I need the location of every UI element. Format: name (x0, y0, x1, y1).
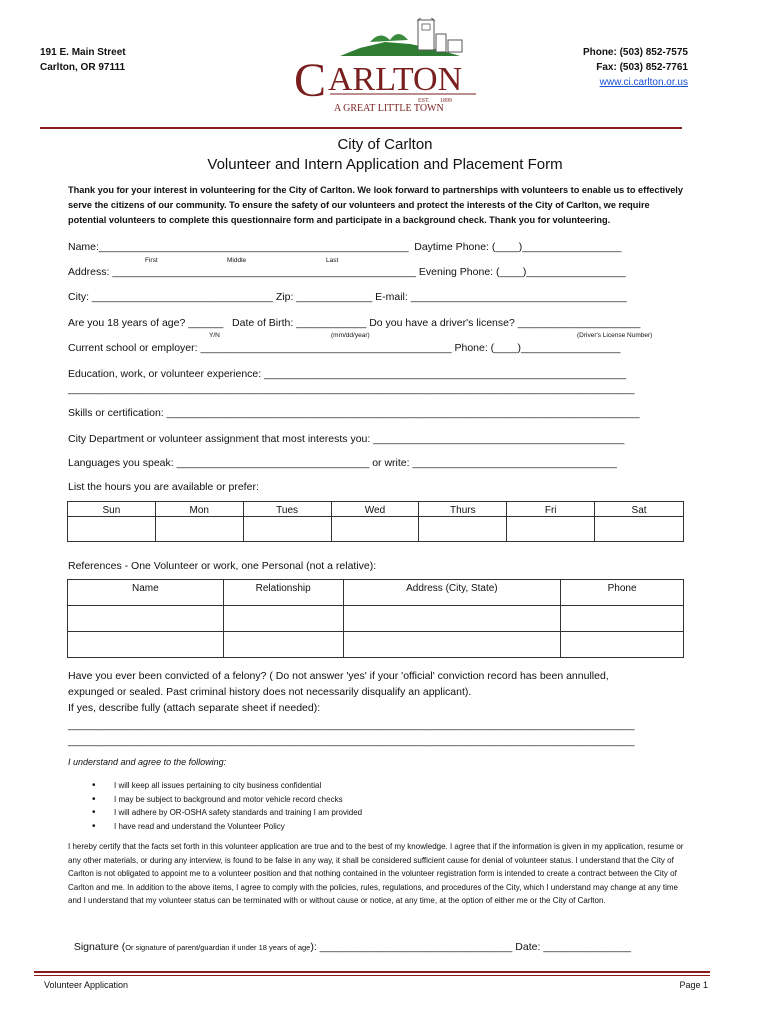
website-link[interactable]: www.ci.carlton.or.us (599, 77, 688, 88)
name-field[interactable]: Name:_____________________________________________________ Daytime Phone: (____)_________________ (68, 241, 622, 253)
ref-cell[interactable] (68, 632, 224, 658)
ref-cell[interactable] (223, 632, 343, 658)
ref-cell[interactable] (223, 606, 343, 632)
license-number-label: (Driver's License Number) (577, 332, 653, 339)
ref-cell[interactable] (561, 632, 684, 658)
ref-col-name: Name (68, 580, 224, 606)
hours-table (67, 501, 684, 542)
felony-describe-field-2[interactable]: _________________________________________________________________________________________________ (68, 735, 635, 747)
agree-item: • I may be subject to background and motor vehicle record checks (92, 793, 362, 807)
references-row[interactable] (68, 606, 684, 632)
hours-header-row (68, 502, 684, 517)
ref-cell[interactable] (68, 606, 224, 632)
signature-label: Signature ( (73, 941, 126, 953)
logo-tagline: A GREAT LITTLE TOWN (334, 103, 444, 113)
ref-cell[interactable] (561, 606, 684, 632)
agree-item: • I will keep all issues pertaining to city business confidential (92, 779, 362, 793)
references-table (67, 579, 684, 658)
hours-cell[interactable] (507, 517, 595, 542)
ref-col-phone: Phone (561, 580, 684, 606)
intro-text: Thank you for your interest in volunteering for the City of Carlton. We look forward to partnerships with volunteers to enable us to effectively serve the citizens of our community. To ensure the safety of our volunteers and protect the interests of the City of Carlton, we require potential volunteers to complete this questionnaire form and participate in a background check. Thank you for volunteering. (68, 185, 683, 225)
day-sat: Sat (595, 502, 684, 517)
felony-question: Have you ever been convicted of a felony? ( Do not answer 'yes' if your 'official' conviction record has been annulled, (68, 670, 609, 682)
day-thurs: Thurs (419, 502, 507, 517)
name-last-label: Last (326, 257, 339, 264)
signature-note: Or signature of parent/guardian if under 18 years of age (125, 943, 311, 952)
logo-c: C (294, 54, 327, 107)
footer-rule (34, 971, 710, 973)
signature-field[interactable] (68, 929, 631, 953)
city-field[interactable]: City: _______________________________ Zip: _____________ E-mail: _____________________________________ (68, 291, 627, 303)
references-row[interactable] (68, 632, 684, 658)
carlton-logo (290, 18, 480, 113)
hours-cell[interactable] (595, 517, 684, 542)
references-label: References - One Volunteer or work, one Personal (not a relative): (68, 560, 377, 572)
header-rule (40, 127, 682, 129)
day-wed: Wed (331, 502, 419, 517)
age-yn-label: Y/N (209, 332, 220, 339)
hours-cell[interactable] (243, 517, 331, 542)
city-address (40, 45, 126, 75)
dob-format-label: (mm/dd/year) (331, 332, 370, 339)
languages-field[interactable]: Languages you speak: _________________________________ or write: ___________________________________ (68, 457, 617, 469)
page-number: Page 1 (679, 980, 708, 990)
day-tues: Tues (243, 502, 331, 517)
address-field[interactable]: Address: ____________________________________________________ Evening Phone: (____)_________________ (68, 266, 626, 278)
agree-heading: I understand and agree to the following: (68, 757, 227, 767)
hours-entry-row[interactable] (68, 517, 684, 542)
department-field[interactable]: City Department or volunteer assignment that most interests you: ___________________________________________ (68, 433, 625, 445)
agree-item: • I have read and understand the Volunteer Policy (92, 820, 362, 834)
skills-field[interactable]: Skills or certification: _________________________________________________________________________________ (68, 407, 640, 419)
page-subtitle: Volunteer and Intern Application and Placement Form (207, 156, 563, 173)
ref-cell[interactable] (343, 606, 561, 632)
age-field[interactable]: Are you 18 years of age? ______ Date of Birth: ____________ Do you have a driver's license? _____________________ (68, 317, 641, 329)
felony-describe-label: If yes, describe fully (attach separate sheet if needed): (68, 702, 321, 714)
page-title: City of Carlton (337, 136, 433, 153)
hours-cell[interactable] (331, 517, 419, 542)
ref-col-relationship: Relationship (223, 580, 343, 606)
day-sun: Sun (68, 502, 156, 517)
agree-list (92, 779, 362, 833)
hours-cell[interactable] (68, 517, 156, 542)
certification-text: I hereby certify that the facts set forth in this volunteer application are true and to the best of my knowledge. I agree that if the information is given in my application, resume or any other materials, or during any interview, is found to be false in any way, it shall be considered sufficient cause for denial of volunteer status. I understand that the City of Carlton is not obligated to appoint me to a volunteer position and that nothing contained in the volunteer registration form is intended to create a contract between the City of Carlton and me. In addition to the above items, I agree to comply with the policies, rules, regulations, and procedures of the City, which I understand may change at any time and I understand that my volunteer status can be terminated with or without cause or notice, at any time, at the option of either me or the City of Carlton. (68, 842, 684, 906)
city-contact (583, 45, 688, 90)
education-field-2[interactable]: _________________________________________________________________________________________________ (68, 383, 635, 395)
education-field[interactable]: Education, work, or volunteer experience: ______________________________________________________________ (68, 368, 627, 380)
logo-text: ARLTON (328, 61, 463, 98)
day-mon: Mon (155, 502, 243, 517)
address-street: 191 E. Main Street (40, 47, 126, 58)
name-middle-label: Middle (227, 257, 247, 264)
footer-rule-thin (34, 975, 710, 976)
logo-year: 1899 (440, 98, 452, 104)
day-fri: Fri (507, 502, 595, 517)
phone: Phone: (503) 852-7575 (582, 47, 688, 58)
hours-cell[interactable] (155, 517, 243, 542)
references-header-row (68, 580, 684, 606)
address-city: Carlton, OR 97111 (40, 62, 126, 73)
felony-question-2: expunged or sealed. Past criminal history does not necessarily disqualify an applicant). (68, 686, 472, 698)
felony-describe-field[interactable]: _________________________________________________________________________________________________ (68, 719, 635, 731)
fax: Fax: (503) 852-7761 (596, 62, 688, 73)
name-first-label: First (145, 257, 158, 264)
agree-item: • I will adhere by OR-OSHA safety standards and training I am provided (92, 806, 362, 820)
school-field[interactable]: Current school or employer: ___________________________________________ Phone: (____)_________________ (68, 342, 621, 354)
ref-cell[interactable] (343, 632, 561, 658)
hours-label: List the hours you are available or prefer: (68, 481, 259, 493)
footer-title: Volunteer Application (44, 980, 129, 990)
ref-col-address: Address (City, State) (343, 580, 561, 606)
signature-date-line[interactable]: ): _________________________________ Date: _______________ (310, 941, 631, 953)
logo-est: EST. (418, 98, 430, 104)
hours-cell[interactable] (419, 517, 507, 542)
